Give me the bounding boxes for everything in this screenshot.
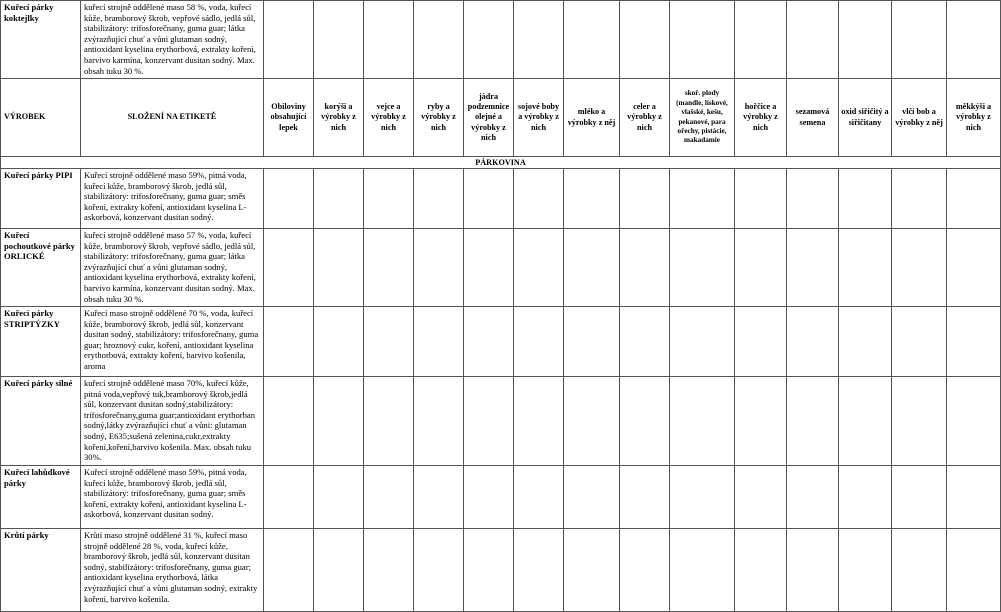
- allergen-cell: [892, 1, 947, 79]
- allergen-cell: [839, 377, 892, 466]
- allergen-cell: [620, 307, 670, 377]
- allergen-cell: [514, 529, 564, 612]
- allergen-cell: [264, 529, 314, 612]
- allergen-cell: [892, 307, 947, 377]
- allergen-cell: [735, 229, 787, 307]
- allergen-cell: [264, 229, 314, 307]
- column-header-allergen: skoř. plody (mandle, lískové, vlašské, kešu, pekanové, para ořechy, pistácie, makadamie: [670, 79, 735, 157]
- table-row: [1, 529, 1001, 612]
- allergen-cell: [787, 307, 839, 377]
- allergen-cell: [670, 529, 735, 612]
- allergen-cell: [735, 377, 787, 466]
- allergen-cell: [620, 1, 670, 79]
- category-label: PÁRKOVINA: [1, 157, 1001, 169]
- header-row: [1, 79, 1001, 157]
- table-row: [1, 377, 1001, 466]
- column-header-allergen: Obiloviny obsahující lepek: [264, 79, 314, 157]
- column-header-allergen: sezamová semena: [787, 79, 839, 157]
- product-name: Krůtí párky: [1, 529, 81, 612]
- allergen-cell: [892, 529, 947, 612]
- allergen-cell: [564, 1, 620, 79]
- allergen-cell: [514, 466, 564, 529]
- allergen-cell: [620, 466, 670, 529]
- table-row: [1, 307, 1001, 377]
- allergen-cell: [564, 229, 620, 307]
- allergen-cell: [947, 377, 1001, 466]
- allergen-cell: [947, 466, 1001, 529]
- allergen-cell: [670, 307, 735, 377]
- allergen-cell: [670, 466, 735, 529]
- category-row: [1, 157, 1001, 169]
- table-row: [1, 466, 1001, 529]
- allergen-cell: [514, 377, 564, 466]
- allergen-cell: [314, 229, 364, 307]
- table-row: [1, 169, 1001, 229]
- allergen-cell: [839, 229, 892, 307]
- allergen-cell: [264, 1, 314, 79]
- column-header-allergen: vejce a výrobky z nich: [364, 79, 414, 157]
- product-name: Kuřecí párky STRIPTÝZKY: [1, 307, 81, 377]
- allergen-cell: [947, 229, 1001, 307]
- column-header-allergen: měkkýši a výrobky z nich: [947, 79, 1001, 157]
- composition-text: Kuřecí maso strojně oddělené 70 %, voda, kuřecí kůže, bramborový škrob, jedlá sůl, konzervant dusitan sodný, stabilizátory: trifosforečnany, guma guar; hroznový cukr, koření, antioxidant kyselina erythorbová, extrakty koření, barvivo košenila, aroma: [81, 307, 264, 377]
- allergen-cell: [464, 307, 514, 377]
- allergen-cell: [314, 169, 364, 229]
- allergen-cell: [414, 169, 464, 229]
- column-header-allergen: oxid siřičitý a siřičitany: [839, 79, 892, 157]
- allergen-cell: [264, 377, 314, 466]
- product-name: Kuřecí pochoutkové párky ORLICKÉ: [1, 229, 81, 307]
- column-header-allergen: korýši a výrobky z nich: [314, 79, 364, 157]
- allergen-cell: [620, 229, 670, 307]
- table-row: [1, 1, 1001, 79]
- composition-text: kuřecí strojně oddělené maso 57 %, voda, kuřecí kůže, bramborový škrob, vepřové sádlo, jedlá sůl, stabilizátory: trifosforečnany, guma guar; látka zvýrazňující chuť a vůni glutaman sodný, antioxidant kyselina erythorbová, extrakty koření, barvivo karmína, konzervant dusitan sodný. Max. obsah tuku 30 %.: [81, 229, 264, 307]
- allergen-cell: [839, 529, 892, 612]
- allergen-cell: [787, 377, 839, 466]
- allergen-cell: [314, 529, 364, 612]
- column-header-allergen: vlčí bob a výrobky z něj: [892, 79, 947, 157]
- allergen-cell: [735, 169, 787, 229]
- allergen-cell: [892, 466, 947, 529]
- allergen-cell: [787, 1, 839, 79]
- table-row: [1, 229, 1001, 307]
- product-name: Kuřecí párky PIPI: [1, 169, 81, 229]
- allergen-cell: [314, 377, 364, 466]
- allergen-cell: [464, 529, 514, 612]
- allergen-cell: [364, 529, 414, 612]
- allergen-cell: [564, 466, 620, 529]
- allergen-cell: [314, 1, 364, 79]
- allergen-cell: [464, 229, 514, 307]
- allergen-cell: [735, 1, 787, 79]
- allergen-cell: [947, 169, 1001, 229]
- allergen-cell: [735, 529, 787, 612]
- allergen-cell: [364, 466, 414, 529]
- allergen-cell: [414, 1, 464, 79]
- composition-text: Kuřecí strojně oddělené maso 59%, pitná voda, kuřecí kůže, bramborový škrob, jedlá sůl, stabilizátory: trifosforečnany, guma guar; směs koření, extrakty koření, antioxidant kyselina L-askorbová, konzervant dusitan sodný.: [81, 466, 264, 529]
- allergen-cell: [735, 307, 787, 377]
- allergen-cell: [839, 169, 892, 229]
- allergen-cell: [892, 377, 947, 466]
- allergen-cell: [414, 307, 464, 377]
- product-name: Kuřecí párky koktejlky: [1, 1, 81, 79]
- allergen-cell: [414, 466, 464, 529]
- allergen-cell: [264, 307, 314, 377]
- allergen-cell: [947, 529, 1001, 612]
- allergen-cell: [787, 466, 839, 529]
- column-header-allergen: hořčice a výrobky z nich: [735, 79, 787, 157]
- allergen-cell: [670, 169, 735, 229]
- allergen-cell: [414, 529, 464, 612]
- allergen-cell: [620, 529, 670, 612]
- composition-text: kuřecí strojně oddělené maso 58 %, voda, kuřecí kůže, bramborový škrob, vepřové sádlo, jedlá sůl, stabilizátory: trifosforečnany, guma guar; látka zvýrazňující chuť a vůni glutaman sodný, antioxidant kyselina erythorbová, extrakty koření, barvivo karmína, konzervant dusitan sodný. Max. obsah tuku 30 %.: [81, 1, 264, 79]
- allergen-cell: [464, 377, 514, 466]
- allergen-cell: [564, 529, 620, 612]
- allergen-cell: [947, 1, 1001, 79]
- allergen-cell: [787, 529, 839, 612]
- allergen-cell: [514, 1, 564, 79]
- allergen-cell: [787, 229, 839, 307]
- composition-text: Krůtí maso strojně oddělené 31 %, kuřecí maso strojně oddělené 28 %, voda, kuřecí kůže, bramborový škrob, jedlá sůl, konzervant dusitan sodný, stabilizátory: trifosforečnany, guma guar; antioxidant kyselina erythorbová, látka zvýrazňující chuť a vůni glutaman sodný, extrakty koření, barvivo košenila.: [81, 529, 264, 612]
- allergen-cell: [364, 169, 414, 229]
- allergen-cell: [314, 466, 364, 529]
- allergen-cell: [364, 1, 414, 79]
- allergen-cell: [414, 229, 464, 307]
- column-header-product: VÝROBEK: [1, 79, 81, 157]
- allergen-cell: [564, 169, 620, 229]
- allergen-cell: [464, 169, 514, 229]
- allergen-cell: [839, 466, 892, 529]
- allergen-cell: [620, 169, 670, 229]
- allergen-cell: [364, 307, 414, 377]
- allergen-cell: [839, 307, 892, 377]
- allergen-cell: [620, 377, 670, 466]
- allergen-cell: [464, 1, 514, 79]
- allergen-cell: [514, 307, 564, 377]
- allergen-cell: [735, 466, 787, 529]
- allergen-cell: [839, 1, 892, 79]
- allergen-cell: [670, 1, 735, 79]
- composition-text: Kuřecí strojně oddělené maso 59%, pitná voda, kuřecí kůže, bramborový škrob, jedlá sůl, stabilizátory: trifosforečnany, guma guar; směs koření, extrakty koření, antioxidant kyselina L-askorbová, konzervant dusitan sodný.: [81, 169, 264, 229]
- allergen-cell: [787, 169, 839, 229]
- allergen-cell: [314, 307, 364, 377]
- column-header-allergen: celer a výrobky z nich: [620, 79, 670, 157]
- allergen-cell: [564, 377, 620, 466]
- column-header-allergen: mléko a výrobky z něj: [564, 79, 620, 157]
- column-header-allergen: sojové boby a výrobky z nich: [514, 79, 564, 157]
- product-name: Kuřecí lahůdkové párky: [1, 466, 81, 529]
- allergen-cell: [564, 307, 620, 377]
- allergen-cell: [514, 169, 564, 229]
- allergen-cell: [670, 229, 735, 307]
- product-name: Kuřecí párky silné: [1, 377, 81, 466]
- composition-text: kuřecí strojně oddělené maso 70%, kuřecí kůže, pitná voda,vepřový tuk,bramborový škrob,jedlá sůl, konzervant dusitan sodný,stabilizátory: trifosforečnany,guma guar;antioxidant erythorban sodný,látky zvýrazňující chuť a vůni: glutaman sodný, E635;sušená zelenina,cukr,extrakty koření,koření,barvivo košenila. Max. obsah tuku 30%.: [81, 377, 264, 466]
- column-header-allergen: jádra podzemnice olejné a výrobky z nich: [464, 79, 514, 157]
- column-header-allergen: ryby a výrobky z nich: [414, 79, 464, 157]
- allergen-cell: [414, 377, 464, 466]
- column-header-composition: SLOŽENÍ NA ETIKETĚ: [81, 79, 264, 157]
- allergen-cell: [364, 229, 414, 307]
- allergen-cell: [892, 169, 947, 229]
- allergen-cell: [670, 377, 735, 466]
- allergen-cell: [947, 307, 1001, 377]
- allergen-cell: [264, 466, 314, 529]
- allergen-cell: [364, 377, 414, 466]
- allergen-cell: [514, 229, 564, 307]
- allergen-cell: [464, 466, 514, 529]
- allergen-cell: [892, 229, 947, 307]
- allergen-cell: [264, 169, 314, 229]
